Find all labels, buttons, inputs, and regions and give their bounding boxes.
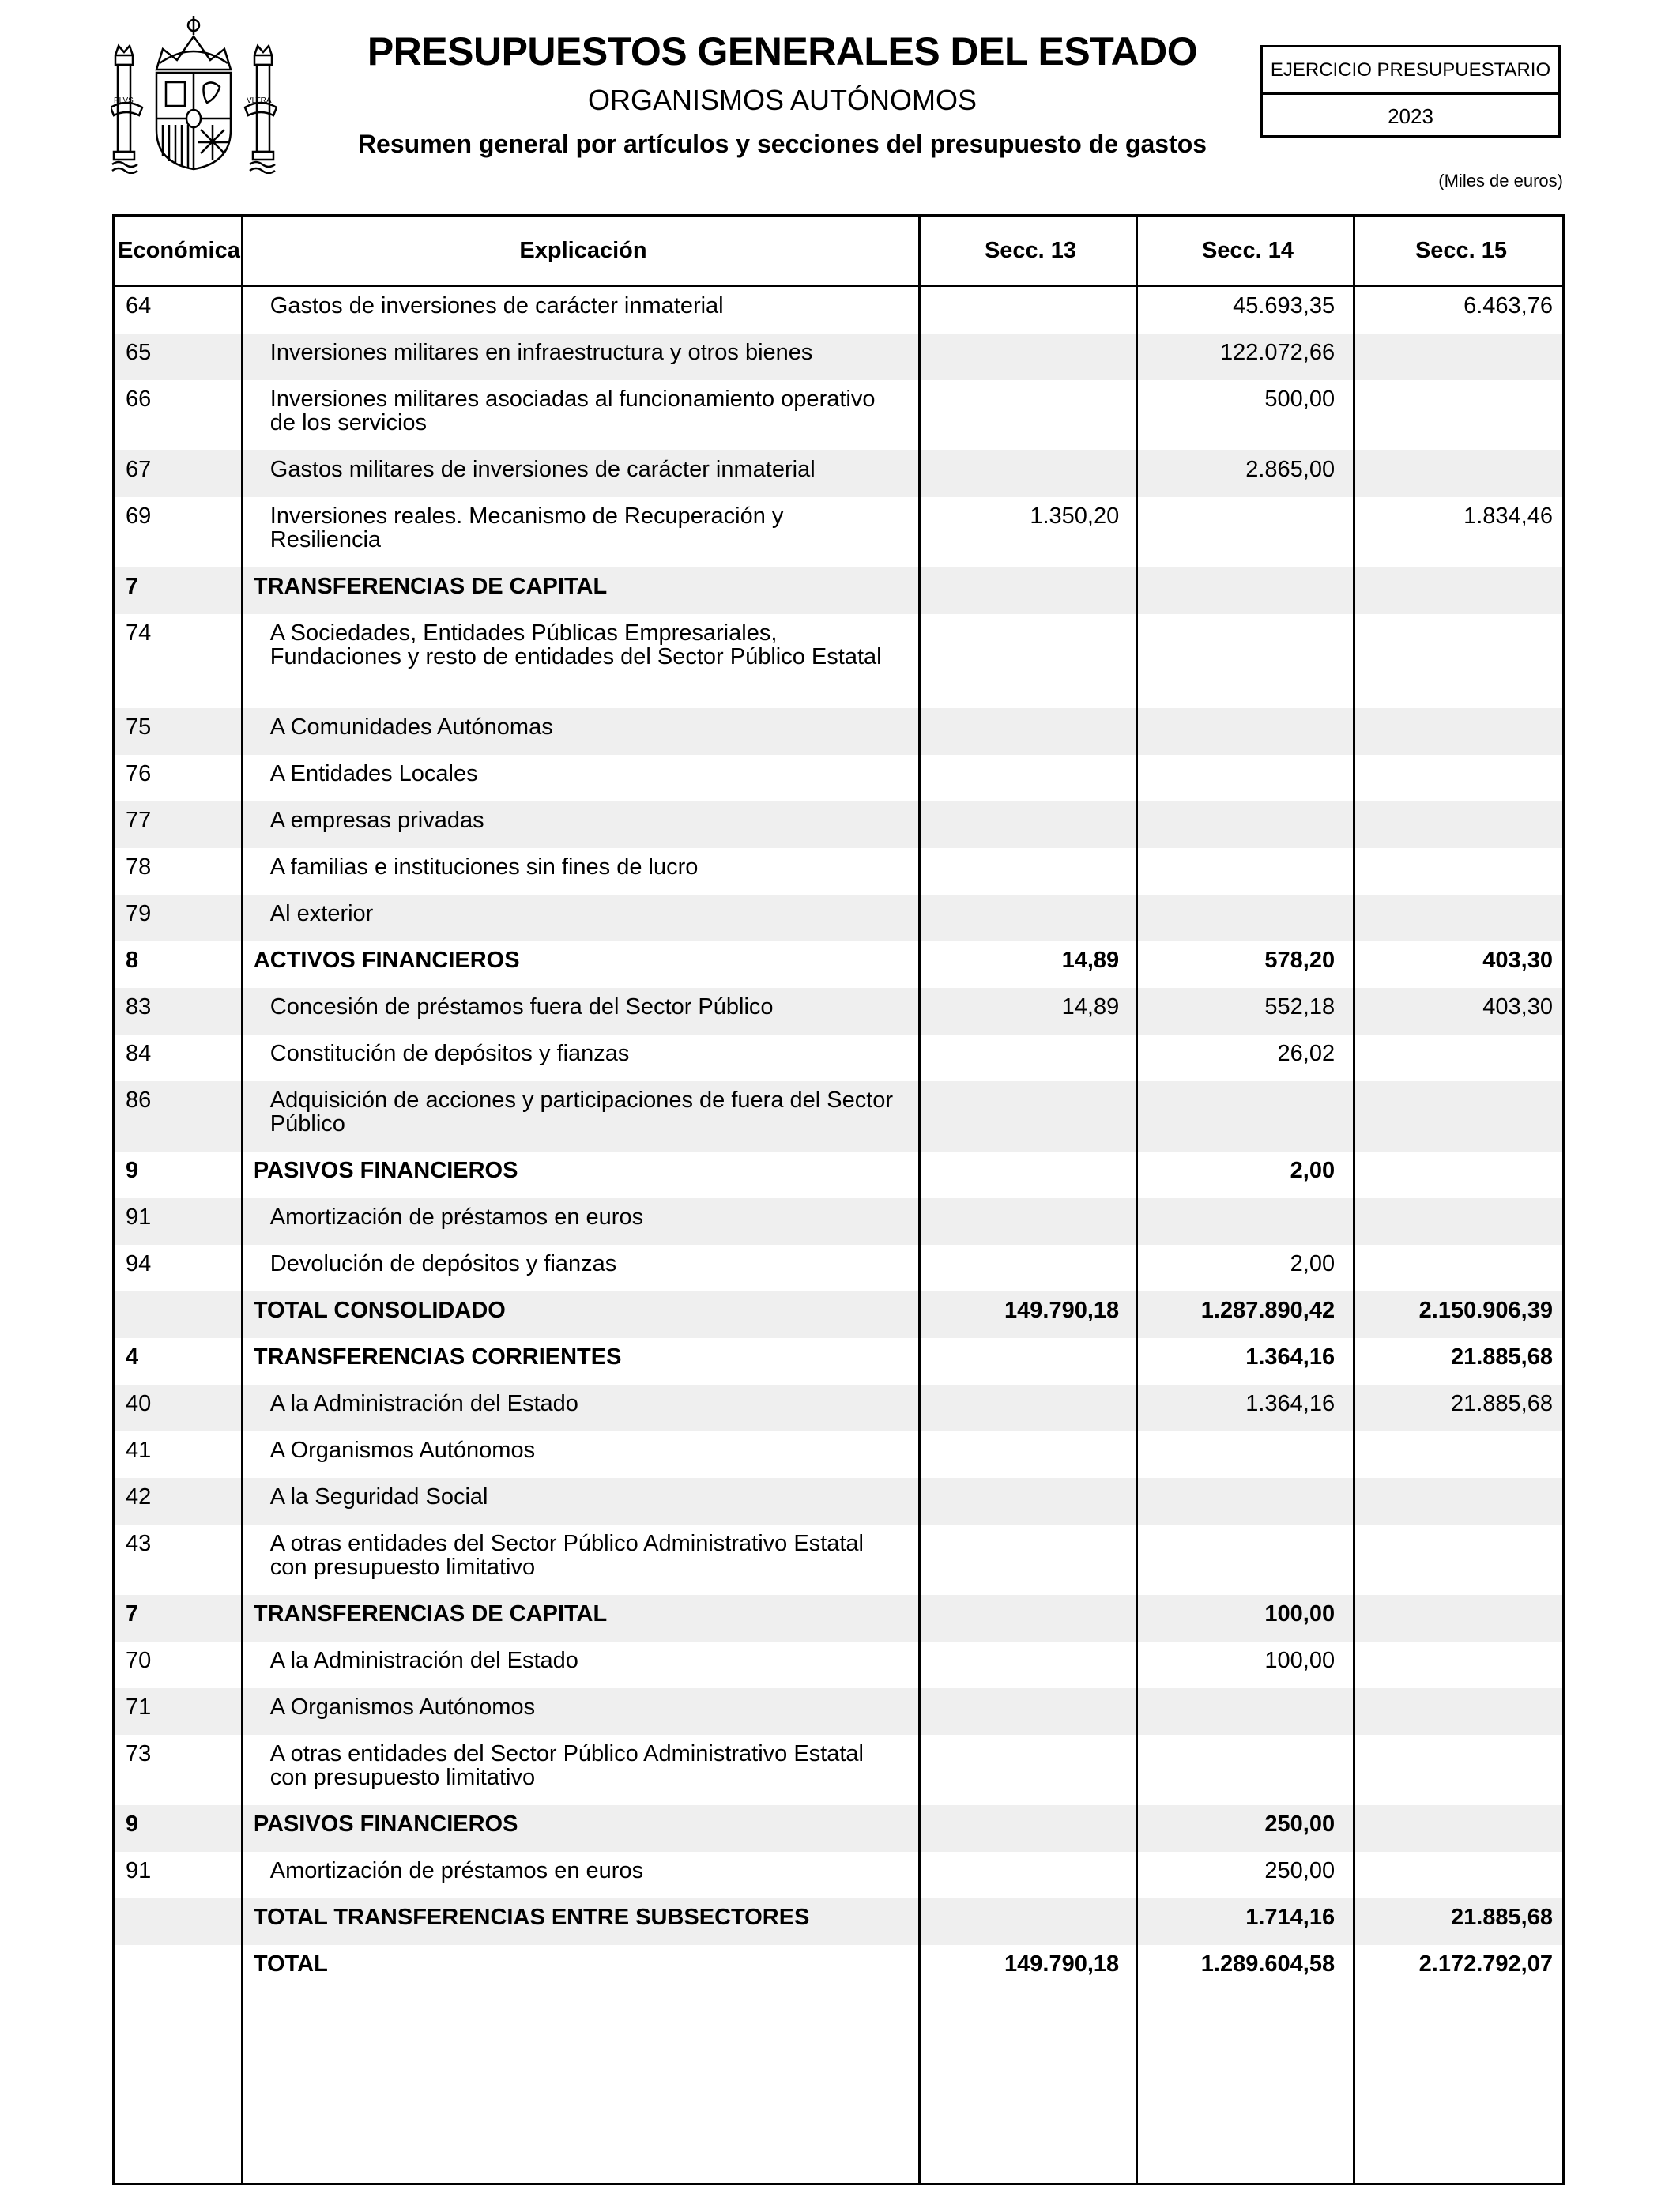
cell-secc-15: [1346, 1852, 1562, 1898]
page-description: Resumen general por artículos y secciones del presupuesto de gastos: [357, 130, 1207, 158]
cell-secc-13: [914, 1338, 1130, 1385]
cell-explicacion: Inversiones militares en infraestructura y otros bienes: [269, 340, 813, 365]
cell-secc-14: [1130, 708, 1346, 755]
cell-explicacion: A Organismos Autónomos: [269, 1695, 536, 1720]
cell-secc-13: [914, 895, 1130, 941]
cell-code: 66: [126, 386, 152, 412]
cell-secc-15: [1346, 755, 1562, 801]
cell-secc-15: 1.834,46: [1463, 503, 1553, 529]
cell-secc-14: 1.289.604,58: [1200, 1951, 1335, 1977]
column-header-secc-13: Secc. 13: [984, 237, 1077, 263]
cell-secc-15: 21.885,68: [1450, 1391, 1553, 1416]
column-divider: [1136, 217, 1138, 2183]
cell-explicacion: A familias e instituciones sin fines de lucro: [269, 854, 699, 880]
table-row: [115, 941, 1562, 988]
cell-secc-14: 578,20: [1264, 948, 1335, 973]
table-row: [115, 708, 1562, 755]
cell-secc-14: 250,00: [1264, 1858, 1335, 1883]
cell-explicacion: TOTAL: [253, 1951, 328, 1977]
page-subtitle: ORGANISMOS AUTÓNOMOS: [587, 84, 977, 116]
cell-secc-13: [914, 1688, 1130, 1735]
table-row: [115, 1152, 1562, 1198]
cell-explicacion: Gastos de inversiones de carácter inmaterial: [269, 293, 724, 319]
table-body: [115, 287, 1562, 1992]
table-row: [115, 1338, 1562, 1385]
units-note: (Miles de euros): [1438, 171, 1563, 190]
cell-secc-14: 1.364,16: [1245, 1344, 1335, 1370]
cell-secc-14: 500,00: [1264, 386, 1335, 412]
table-row: [115, 1385, 1562, 1431]
cell-code: 83: [126, 994, 152, 1020]
cell-explicacion: A la Administración del Estado: [269, 1391, 578, 1416]
exercise-label: EJERCICIO PRESUPUESTARIO: [1263, 47, 1558, 95]
column-header-secc-15: Secc. 15: [1414, 237, 1508, 263]
cell-secc-14: [1130, 1431, 1346, 1478]
table-row: [115, 1081, 1562, 1152]
cell-secc-15: 2.172.792,07: [1418, 1951, 1553, 1977]
cell-secc-15: 2.150.906,39: [1418, 1298, 1553, 1323]
cell-secc-14: 552,18: [1264, 994, 1335, 1020]
cell-explicacion: Amortización de préstamos en euros: [269, 1858, 644, 1883]
cell-secc-14: 1.714,16: [1245, 1905, 1335, 1930]
cell-secc-14: [1130, 1478, 1346, 1525]
cell-secc-15: [1346, 614, 1562, 708]
cell-secc-15: [1346, 848, 1562, 895]
cell-secc-13: [914, 334, 1130, 380]
page-header: [316, 24, 1249, 163]
cell-explicacion: A Entidades Locales: [269, 761, 478, 786]
cell-secc-13: 149.790,18: [1004, 1298, 1120, 1323]
column-divider: [918, 217, 921, 2183]
table-row: [115, 287, 1562, 334]
cell-secc-15: [1346, 1081, 1562, 1152]
cell-secc-13: [914, 1595, 1130, 1642]
cell-secc-14: [1130, 567, 1346, 614]
cell-explicacion: TOTAL TRANSFERENCIAS ENTRE SUBSECTORES: [253, 1905, 810, 1930]
table-row: [115, 614, 1562, 708]
cell-explicacion: Gastos militares de inversiones de carácter inmaterial: [269, 457, 816, 482]
cell-code: 64: [126, 293, 152, 319]
table-row: [115, 1805, 1562, 1852]
cell-explicacion: Al exterior: [269, 901, 374, 926]
cell-secc-13: [914, 755, 1130, 801]
cell-secc-15: [1346, 334, 1562, 380]
table-row: [115, 1688, 1562, 1735]
cell-explicacion: TRANSFERENCIAS CORRIENTES: [253, 1344, 622, 1370]
cell-code: 94: [126, 1251, 152, 1276]
table-row: [115, 1245, 1562, 1291]
cell-secc-15: [1346, 1198, 1562, 1245]
cell-secc-13: [914, 380, 1130, 450]
cell-code: 40: [126, 1391, 152, 1416]
table-row: [115, 567, 1562, 614]
cell-code: 76: [126, 761, 152, 786]
cell-secc-15: [1346, 1735, 1562, 1805]
table-row: [115, 1035, 1562, 1081]
cell-code: 8: [126, 948, 139, 973]
cell-explicacion: A empresas privadas: [269, 808, 484, 833]
cell-secc-13: [914, 848, 1130, 895]
cell-secc-14: 100,00: [1264, 1648, 1335, 1673]
cell-code: 71: [126, 1695, 152, 1720]
table-row: [115, 1642, 1562, 1688]
cell-secc-13: [914, 1898, 1130, 1945]
cell-secc-13: [914, 1198, 1130, 1245]
budget-table: [112, 214, 1565, 2185]
coat-of-arms-icon: [111, 14, 277, 174]
cell-explicacion: A Sociedades, Entidades Públicas Empresariales, Fundaciones y resto de entidades del Sector Público Estatal: [269, 620, 882, 669]
cell-secc-15: [1346, 708, 1562, 755]
table-row: [115, 1198, 1562, 1245]
cell-explicacion: A la Seguridad Social: [269, 1484, 488, 1510]
cell-code: [115, 1898, 243, 1945]
cell-explicacion: PASIVOS FINANCIEROS: [253, 1811, 518, 1837]
table-row: [115, 988, 1562, 1035]
cell-explicacion: Adquisición de acciones y participaciones de fuera del Sector Público: [269, 1088, 894, 1137]
cell-explicacion: A Organismos Autónomos: [269, 1438, 536, 1463]
cell-explicacion: Constitución de depósitos y fianzas: [269, 1041, 630, 1066]
cell-secc-13: [914, 287, 1130, 334]
cell-explicacion: Inversiones reales. Mecanismo de Recuperación y Resiliencia: [269, 503, 784, 552]
exercise-box: [1260, 45, 1561, 138]
cell-secc-14: 100,00: [1264, 1601, 1335, 1627]
table-row: [115, 380, 1562, 450]
table-row: [115, 497, 1562, 567]
cell-secc-14: 2,00: [1290, 1251, 1335, 1276]
cell-explicacion: Inversiones militares asociadas al funcionamiento operativo de los servicios: [269, 386, 876, 435]
table-row: [115, 1852, 1562, 1898]
cell-secc-14: 2,00: [1290, 1158, 1335, 1183]
table-row: [115, 801, 1562, 848]
cell-code: 42: [126, 1484, 152, 1510]
table-row: [115, 1478, 1562, 1525]
cell-secc-13: [914, 1081, 1130, 1152]
cell-secc-14: 250,00: [1264, 1811, 1335, 1837]
column-divider: [1353, 217, 1355, 2183]
column-header-secc-14: Secc. 14: [1201, 237, 1294, 263]
cell-secc-15: [1346, 567, 1562, 614]
cell-secc-14: 122.072,66: [1219, 340, 1335, 365]
cell-secc-15: [1346, 1478, 1562, 1525]
cell-secc-14: [1130, 1735, 1346, 1805]
cell-code: 73: [126, 1741, 152, 1766]
cell-secc-13: [914, 708, 1130, 755]
cell-secc-14: [1130, 895, 1346, 941]
column-divider: [241, 217, 243, 2183]
cell-explicacion: Amortización de préstamos en euros: [269, 1204, 644, 1230]
cell-secc-13: 14,89: [1061, 948, 1120, 973]
cell-secc-13: [914, 801, 1130, 848]
exercise-year: 2023: [1388, 104, 1433, 128]
cell-secc-15: [1346, 1595, 1562, 1642]
cell-code: 86: [126, 1088, 152, 1113]
table-header: [115, 217, 1562, 287]
cell-secc-15: 403,30: [1482, 994, 1553, 1020]
cell-secc-15: 6.463,76: [1463, 293, 1553, 319]
table-row: [115, 450, 1562, 497]
cell-secc-13: [914, 1735, 1130, 1805]
cell-explicacion: PASIVOS FINANCIEROS: [253, 1158, 518, 1183]
cell-code: 84: [126, 1041, 152, 1066]
cell-explicacion: TRANSFERENCIAS DE CAPITAL: [253, 1601, 608, 1627]
cell-secc-14: [1130, 755, 1346, 801]
cell-secc-15: [1346, 1035, 1562, 1081]
cell-code: [115, 1291, 243, 1338]
cell-secc-15: [1346, 1245, 1562, 1291]
cell-secc-15: [1346, 1525, 1562, 1595]
cell-explicacion: TRANSFERENCIAS DE CAPITAL: [253, 574, 608, 599]
cell-code: 91: [126, 1204, 152, 1230]
cell-explicacion: A otras entidades del Sector Público Administrativo Estatal con presupuesto limitativo: [269, 1531, 864, 1580]
cell-code: 9: [126, 1158, 139, 1183]
cell-secc-13: [914, 1385, 1130, 1431]
cell-secc-13: [914, 1478, 1130, 1525]
cell-secc-15: [1346, 380, 1562, 450]
cell-explicacion: ACTIVOS FINANCIEROS: [253, 948, 520, 973]
cell-explicacion: A otras entidades del Sector Público Administrativo Estatal con presupuesto limitativo: [269, 1741, 864, 1790]
table-row: [115, 1945, 1562, 1992]
cell-code: 70: [126, 1648, 152, 1673]
cell-secc-13: [914, 1431, 1130, 1478]
cell-explicacion: Concesión de préstamos fuera del Sector Público: [269, 994, 774, 1020]
cell-code: 7: [126, 574, 139, 599]
table-row: [115, 1898, 1562, 1945]
cell-secc-14: 45.693,35: [1233, 293, 1335, 319]
cell-secc-13: [914, 1152, 1130, 1198]
cell-code: 78: [126, 854, 152, 880]
cell-explicacion: A la Administración del Estado: [269, 1648, 578, 1673]
cell-secc-14: [1130, 1198, 1346, 1245]
cell-secc-14: [1130, 801, 1346, 848]
cell-secc-13: 149.790,18: [1004, 1951, 1120, 1977]
cell-secc-13: [914, 614, 1130, 708]
cell-secc-13: 1.350,20: [1030, 503, 1120, 529]
cell-secc-15: 21.885,68: [1450, 1344, 1553, 1370]
cell-code: 65: [126, 340, 152, 365]
cell-code: 69: [126, 503, 152, 529]
cell-code: 9: [126, 1811, 139, 1837]
cell-explicacion: Devolución de depósitos y fianzas: [269, 1251, 617, 1276]
table-row: [115, 755, 1562, 801]
table-row: [115, 895, 1562, 941]
cell-code: 43: [126, 1531, 152, 1556]
cell-secc-15: [1346, 1688, 1562, 1735]
cell-secc-14: [1130, 848, 1346, 895]
cell-secc-14: [1130, 1688, 1346, 1735]
cell-secc-13: [914, 1805, 1130, 1852]
cell-secc-15: 21.885,68: [1450, 1905, 1553, 1930]
column-header-explicacion: Explicación: [519, 237, 647, 263]
cell-code: 7: [126, 1601, 139, 1627]
table-row: [115, 334, 1562, 380]
table-row: [115, 1595, 1562, 1642]
cell-code: 77: [126, 808, 152, 833]
cell-secc-13: 14,89: [1061, 994, 1120, 1020]
cell-explicacion: TOTAL CONSOLIDADO: [253, 1298, 506, 1323]
cell-secc-13: [914, 1035, 1130, 1081]
svg-text:PLVS: PLVS: [114, 96, 134, 105]
cell-secc-15: [1346, 1642, 1562, 1688]
table-row: [115, 1431, 1562, 1478]
cell-secc-15: [1346, 1805, 1562, 1852]
cell-secc-15: 403,30: [1482, 948, 1553, 973]
cell-secc-13: [914, 1852, 1130, 1898]
cell-secc-15: [1346, 895, 1562, 941]
cell-secc-13: [914, 1245, 1130, 1291]
svg-text:VLTRA: VLTRA: [247, 96, 272, 105]
cell-code: 41: [126, 1438, 152, 1463]
cell-secc-13: [914, 1525, 1130, 1595]
cell-secc-15: [1346, 1431, 1562, 1478]
cell-secc-14: 1.287.890,42: [1200, 1298, 1335, 1323]
cell-secc-13: [914, 1642, 1130, 1688]
column-header-economica: Económica: [118, 237, 240, 263]
cell-secc-13: [914, 450, 1130, 497]
cell-secc-14: 2.865,00: [1245, 457, 1335, 482]
cell-code: 67: [126, 457, 152, 482]
table-row: [115, 848, 1562, 895]
page-title: PRESUPUESTOS GENERALES DEL ESTADO: [367, 29, 1198, 74]
cell-secc-15: [1346, 1152, 1562, 1198]
cell-secc-14: [1130, 1081, 1346, 1152]
cell-secc-14: [1130, 497, 1346, 567]
cell-code: 91: [126, 1858, 152, 1883]
cell-secc-14: 26,02: [1277, 1041, 1335, 1066]
cell-code: 4: [126, 1344, 139, 1370]
cell-code: 79: [126, 901, 152, 926]
cell-secc-15: [1346, 450, 1562, 497]
cell-secc-13: [914, 567, 1130, 614]
cell-secc-14: 1.364,16: [1245, 1391, 1335, 1416]
cell-code: 74: [126, 620, 152, 646]
table-row: [115, 1291, 1562, 1338]
cell-secc-15: [1346, 801, 1562, 848]
table-row: [115, 1735, 1562, 1805]
table-row: [115, 1525, 1562, 1595]
cell-secc-14: [1130, 614, 1346, 708]
cell-secc-14: [1130, 1525, 1346, 1595]
cell-code: 75: [126, 714, 152, 740]
cell-explicacion: A Comunidades Autónomas: [269, 714, 553, 740]
cell-code: [115, 1945, 243, 1992]
